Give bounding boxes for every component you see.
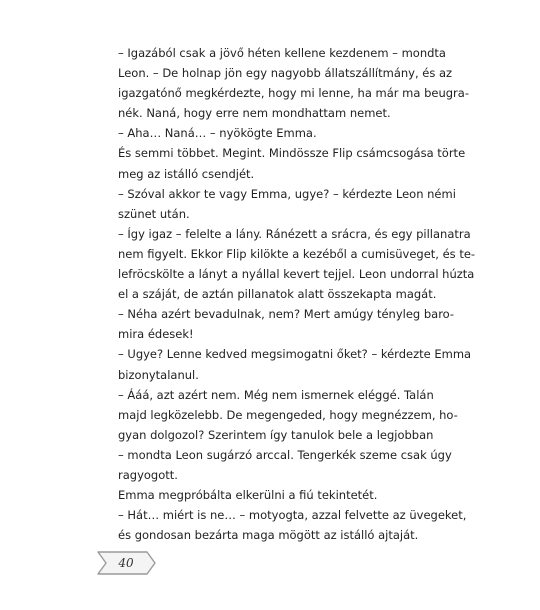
text-line: nék. Naná, hogy erre nem mondhattam nemet. [118,106,391,121]
text-line: nem figyelt. Ekkor Flip kilökte a kezéből a cumisüveget, és te- [118,246,476,261]
text-line: – Aha… Naná… – nyökögte Emma. [118,126,317,141]
text-line: – Így igaz – felelte a lány. Ránézett a srácra, és egy pillanatra [118,226,471,241]
text-line: gyan dolgozol? Szerintem így tanulok bele a legjobban [118,427,434,442]
body-text [118,43,476,545]
text-line: majd legközelebb. De megengeded, hogy megnézzem, ho- [118,407,458,422]
text-line: – Szóval akkor te vagy Emma, ugye? – kérdezte Leon némi [118,186,456,201]
page-number: 40 [118,556,134,570]
text-line: – Ááá, azt azért nem. Még nem ismernek eléggé. Talán [118,387,434,402]
text-line: igazgatónő megkérdezte, hogy mi lenne, ha már ma beugra- [118,86,469,101]
page-number-tab [95,550,157,576]
text-line: meg az istálló csendjét. [118,166,255,181]
text-line: Leon. – De holnap jön egy nagyobb állatszállítmány, és az [118,66,453,81]
text-line: – mondta Leon sugárzó arccal. Tengerkék szeme csak úgy [118,447,452,462]
text-line: szünet után. [118,206,190,221]
text-line: – Hát… miért is ne… – motyogta, azzal felvette az üvegeket, [118,508,467,523]
text-line: – Néha azért bevadulnak, nem? Mert amúgy tényleg baro- [118,307,455,322]
text-line: – Igazából csak a jövő héten kellene kezdenem – mondta [118,46,446,60]
text-line: Emma megpróbálta elkerülni a fiú tekintetét. [118,488,378,503]
text-line: És semmi többet. Megint. Mindössze Flip csámcsogása törte [118,146,466,161]
text-line: – Ugye? Lenne kedved megsimogatni őket? – kérdezte Emma [118,347,472,362]
text-line: el a száját, de aztán pillanatok alatt összekapta magát. [118,287,437,302]
text-line: ragyogott. [118,467,178,482]
text-line: és gondosan bezárta maga mögött az istálló ajtaját. [118,528,419,543]
text-line: bizonytalanul. [118,367,199,382]
text-line: lefröcskölte a lányt a nyállal kevert tejjel. Leon undorral húzta [118,267,475,282]
text-line: mira édesek! [118,327,194,342]
